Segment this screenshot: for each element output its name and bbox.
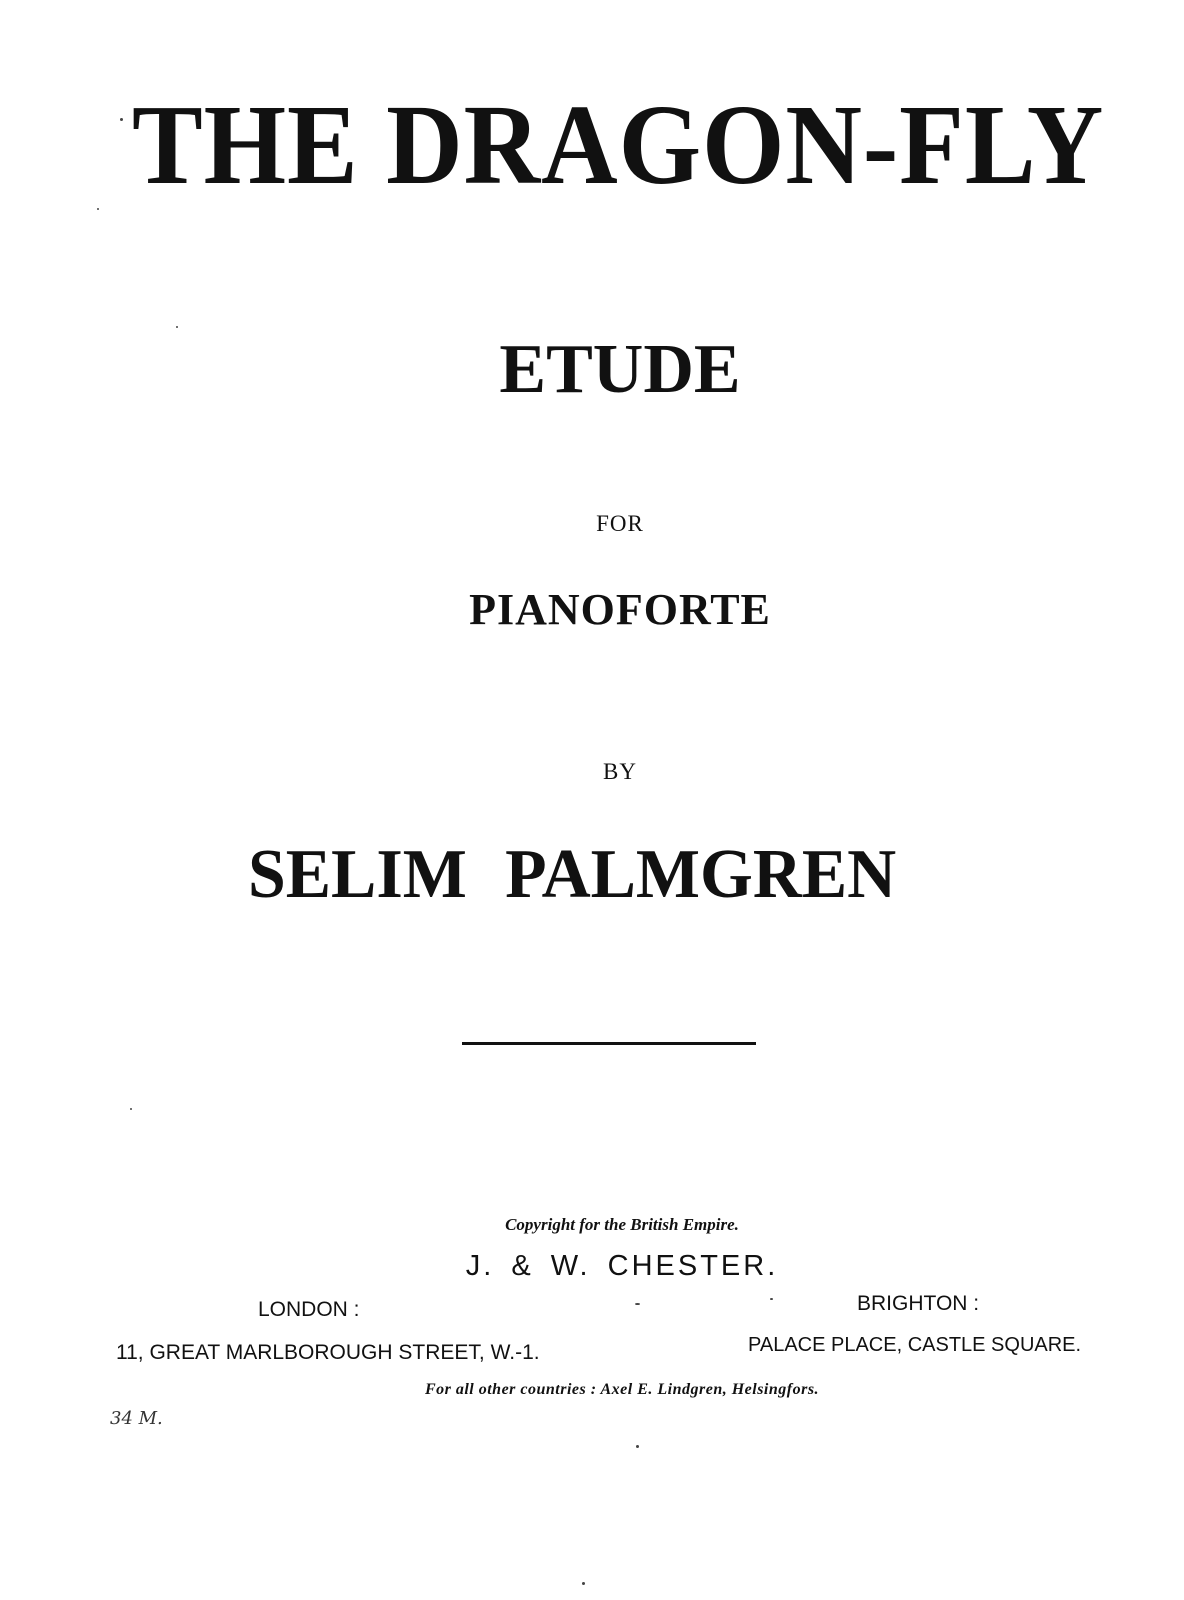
scan-speck — [582, 1582, 585, 1585]
other-countries-notice: For all other countries : Axel E. Lindgren, Helsingfors. — [424, 1381, 820, 1398]
scan-speck — [770, 1298, 773, 1300]
main-title: THE DRAGON-FLY — [132, 81, 1105, 208]
city-brighton: BRIGHTON : — [857, 1292, 980, 1315]
for-label: FOR — [596, 511, 644, 536]
scan-speck — [97, 208, 99, 210]
address-london: 11, GREAT MARLBOROUGH STREET, W.-1. — [116, 1341, 540, 1364]
handwritten-mark: 34 M. — [110, 1408, 163, 1429]
copyright-notice: Copyright for the British Empire. — [505, 1215, 739, 1234]
subtitle: ETUDE — [499, 331, 741, 408]
address-brighton: PALACE PLACE, CASTLE SQUARE. — [748, 1334, 1082, 1356]
by-label: BY — [603, 759, 637, 784]
scan-speck — [636, 1445, 639, 1448]
composer-name: SELIM PALMGREN — [248, 836, 897, 913]
scan-speck — [635, 1303, 640, 1305]
instrument-label: PIANOFORTE — [469, 585, 771, 634]
scan-speck — [130, 1108, 132, 1110]
publisher-name: J. & W. CHESTER. — [465, 1250, 779, 1282]
city-london: LONDON : — [258, 1298, 360, 1321]
scan-speck — [120, 118, 123, 121]
scan-speck — [176, 326, 178, 328]
divider-rule — [462, 1042, 756, 1045]
